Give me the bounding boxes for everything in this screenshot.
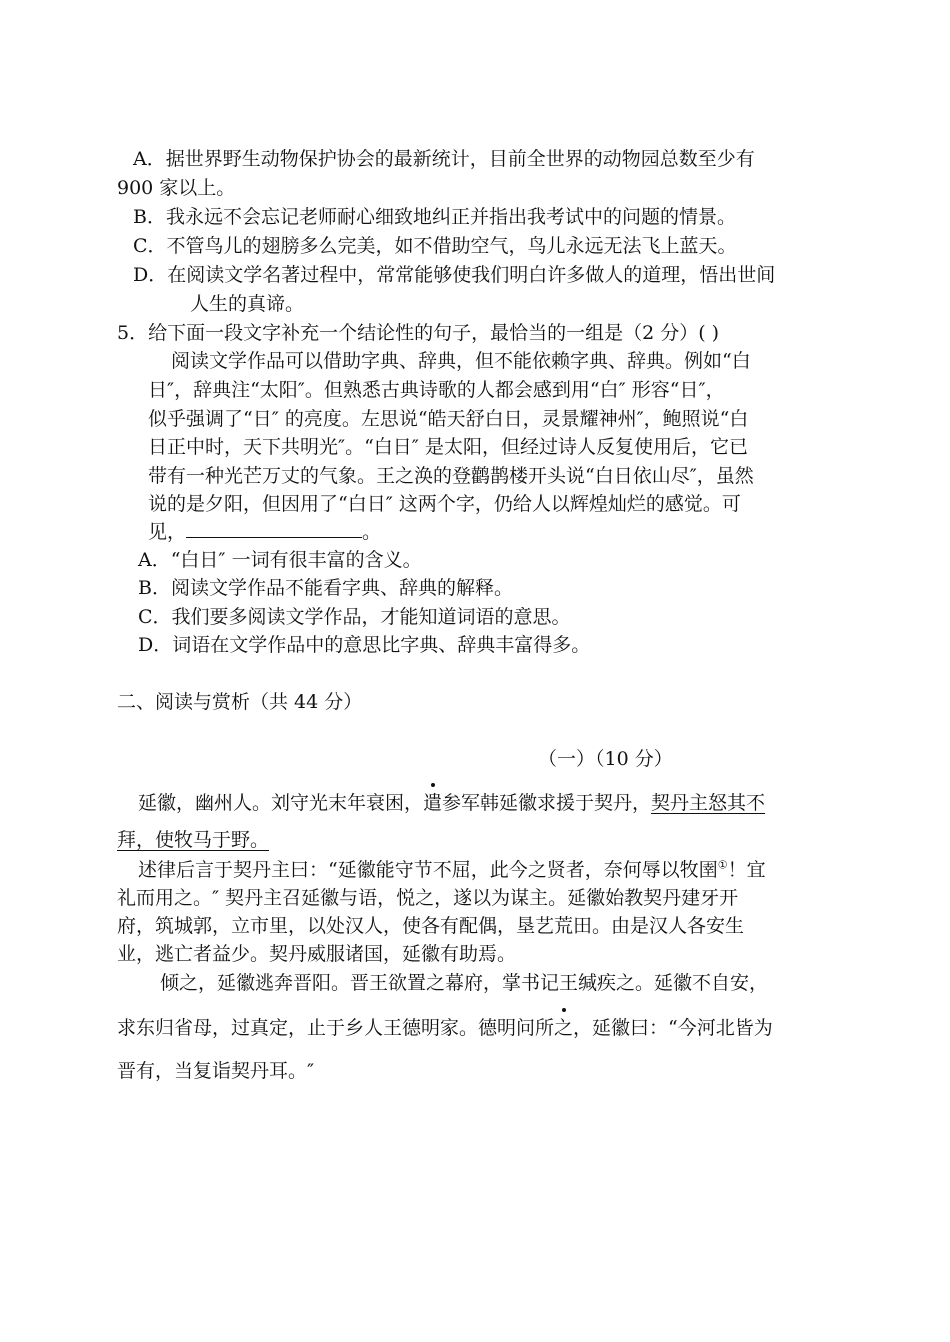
q5-passage-line1: 阅读文学作品可以借助字典、辞典，但不能依赖字典、辞典。例如“白 xyxy=(171,350,751,372)
passage-line1-text-a: 延徽，幽州人。刘守光末年衰困， xyxy=(138,792,424,814)
q4-option-b: B．我永远不会忘记老师耐心细致地纠正并指出我考试中的问题的情景。 xyxy=(133,206,736,228)
q4-option-a-line1: A．据世界野生动物保护协会的最新统计，目前全世界的动物园总数至少有 xyxy=(133,148,755,170)
passage-line9: 晋有，当复诣契丹耳。″ xyxy=(117,1060,315,1082)
passage-line3-text-a: 述律后言于契丹主曰：“延徽能守节不屈，此今之贤者，奈何辱以牧圉 xyxy=(138,859,718,881)
q5-passage-line5: 带有一种光芒万丈的气象。王之涣的登鹳鹊楼开头说“白日依山尽″，虽然 xyxy=(148,465,754,487)
footnote-marker: ① xyxy=(717,858,728,872)
emphasis-dot-char: 之 xyxy=(554,1014,573,1042)
q5-option-b: B．阅读文学作品不能看字典、辞典的解释。 xyxy=(138,577,513,599)
section-title: 二、阅读与赏析（共 44 分） xyxy=(117,691,363,713)
q5-passage-line4: 日正中时，天下共明光″。“白日″ 是太阳，但经过诗人反复使用后，它已 xyxy=(148,436,748,458)
passage-line6: 业，逃亡者益少。契丹威服诸国，延徽有助焉。 xyxy=(117,943,517,965)
emphasis-dot-char: 遣 xyxy=(423,789,442,817)
passage-line8 xyxy=(117,1014,773,1042)
passage-line5: 府，筑城郭，立市里，以处汉人，使各有配偶，垦艺荒田。由是汉人各安生 xyxy=(117,915,745,937)
passage-line4: 礼而用之。″ 契丹主召延徽与语，悦之，遂以为谋主。延徽始教契丹建牙开 xyxy=(117,887,739,909)
q5-passage-line7 xyxy=(148,518,381,546)
passage-line8-text-b: ，延徽曰：“今河北皆为 xyxy=(573,1017,773,1039)
passage-line7: 倾之，延徽逃奔晋阳。晋王欲置之幕府，掌书记王缄疾之。延徽不自安， xyxy=(160,972,769,994)
passage-line3-text-b: ！宜 xyxy=(727,859,766,881)
q5-passage-line3: 似乎强调了“日″ 的亮度。左思说“皓天舒白日，灵景耀神州″，鲍照说“白 xyxy=(148,408,749,430)
passage-line3 xyxy=(138,856,766,884)
passage-line2 xyxy=(117,826,269,854)
q4-option-a-line2: 900 家以上。 xyxy=(117,177,236,199)
q5-option-d: D．词语在文学作品中的意思比字典、辞典丰富得多。 xyxy=(138,634,591,656)
q4-option-d-line1: D．在阅读文学名著过程中，常常能够使我们明白许多做人的道理，悟出世间 xyxy=(133,264,776,286)
q5-stem: 5．给下面一段文字补充一个结论性的句子，最恰当的一组是（2 分）( ) xyxy=(117,322,720,344)
q5-passage-line7-prefix: 见， xyxy=(148,521,187,543)
q5-option-c: C．我们要多阅读文学作品，才能知道词语的意思。 xyxy=(138,606,571,628)
q4-option-c: C．不管鸟儿的翅膀多么完美，如不借助空气，鸟儿永远无法飞上蓝天。 xyxy=(133,235,737,257)
q5-passage-line2: 日″，辞典注“太阳″。但熟悉古典诗歌的人都会感到用“白″ 形容“日″， xyxy=(148,379,725,401)
passage-line1-text-b: 参军韩延徽求援于契丹， xyxy=(442,792,652,814)
passage-line8-text-a: 求东归省母，过真定，止于乡人王德明家。德明问所 xyxy=(117,1017,555,1039)
q4-option-d-line2: 人生的真谛。 xyxy=(190,293,305,315)
passage-line1 xyxy=(138,789,765,817)
subsection-title: （一）（10 分） xyxy=(538,748,673,770)
q5-option-a: A．“白日″ 一词有很丰富的含义。 xyxy=(138,549,422,571)
underlined-sentence: 契丹主怒其不 xyxy=(651,792,766,814)
underlined-sentence-end: 拜，使牧马于野。 xyxy=(117,829,270,851)
q5-passage-line7-suffix: 。 xyxy=(362,521,382,543)
answer-blank xyxy=(186,519,362,538)
q5-passage-line6: 说的是夕阳，但因用了“白日″ 这两个字，仍给人以辉煌灿烂的感觉。可 xyxy=(148,493,741,515)
